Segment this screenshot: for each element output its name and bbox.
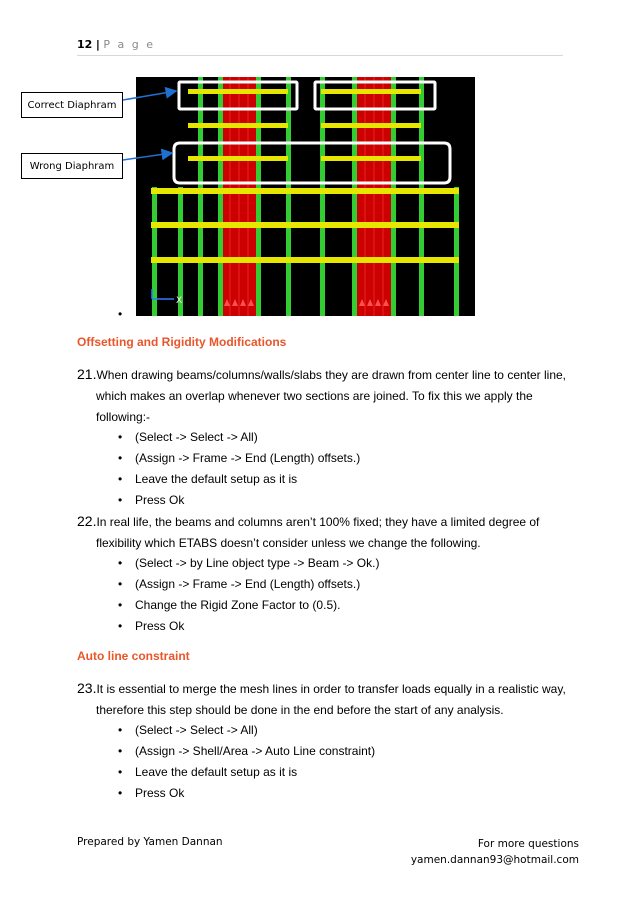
footer-author: Prepared by Yamen Dannan [77,836,223,848]
page-header [77,38,563,56]
column [286,77,291,316]
wrong-diaphragm-box [174,143,450,183]
page-word: P a g e [103,38,155,51]
footer-questions: For more questions [477,838,579,850]
footer-email: yamen.dannan93@hotmail.com [410,854,579,866]
section-title-auto-line: Auto line constraint [77,649,190,663]
beam [151,257,459,263]
beam [188,156,288,161]
step-number: 22. [77,513,97,529]
page-number: 12 [77,38,93,51]
column [454,187,459,316]
list-item: • (Select -> Select -> All) [118,720,375,741]
step-22 [77,511,567,554]
beam [321,89,421,94]
list-item: • (Assign -> Frame -> End (Length) offsets.) [118,448,360,469]
footer-contact [411,836,579,868]
list-item: • (Assign -> Frame -> End (Length) offsets.) [118,574,379,595]
beam [321,123,421,128]
callout-wrong-diaphragm: Wrong Diaphram [21,153,123,179]
step-number: 21. [77,366,97,382]
step-21-bullets [118,427,360,511]
step-21 [77,364,567,428]
step-23 [77,678,567,721]
shear-walls [222,77,391,316]
column [391,77,396,316]
step-23-bullets [118,720,375,804]
step-text-line: When drawing beams/columns/walls/slabs they are drawn from center line to center line, [96,368,567,382]
step-text-line: following:- [96,410,151,424]
step-text-line: flexibility which ETABS doesn’t consider unless we change the following. [96,536,481,550]
etabs-elevation-figure [136,77,475,316]
list-item: • Leave the default setup as it is [118,762,375,783]
step-22-bullets [118,553,379,637]
beam [151,222,459,228]
beams [151,89,459,263]
step-text-line: It is essential to merge the mesh lines in order to transfer loads equally in a realistic way, [96,682,566,696]
column [320,77,325,316]
step-number: 23. [77,680,97,696]
list-item: • Change the Rigid Zone Factor to (0.5). [118,595,379,616]
step-text-line: therefore this step should be done in the end before the start of any analysis. [96,703,504,717]
diaphragm-boxes [174,82,450,183]
beam [188,89,288,94]
list-item: • Leave the default setup as it is [118,469,360,490]
list-item: • Press Ok [118,490,360,511]
column [419,77,424,316]
columns [152,77,459,316]
step-text-line: In real life, the beams and columns aren’t 100% fixed; they have a limited degree of [96,515,540,529]
list-item: • (Select -> by Line object type -> Beam -> Ok.) [118,553,379,574]
step-text-line: which makes an overlap whenever two sections are joined. To fix this we apply the [96,389,533,403]
figure-bullet: • [118,307,123,321]
frame-elevation-drawing [136,77,475,316]
column [256,77,261,316]
list-item: • (Assign -> Shell/Area -> Auto Line constraint) [118,741,375,762]
list-item: • Press Ok [118,783,375,804]
column [352,77,357,316]
beam [321,156,421,161]
callout-correct-diaphragm: Correct Diaphram [21,92,123,118]
column [198,77,203,316]
section-title-offsetting: Offsetting and Rigidity Modifications [77,335,287,349]
header-separator: | [95,38,100,51]
list-item: • Press Ok [118,616,379,637]
beam [151,188,459,194]
list-item: • (Select -> Select -> All) [118,427,360,448]
column [218,77,223,316]
beam [188,123,288,128]
axis-label: X [176,296,183,306]
